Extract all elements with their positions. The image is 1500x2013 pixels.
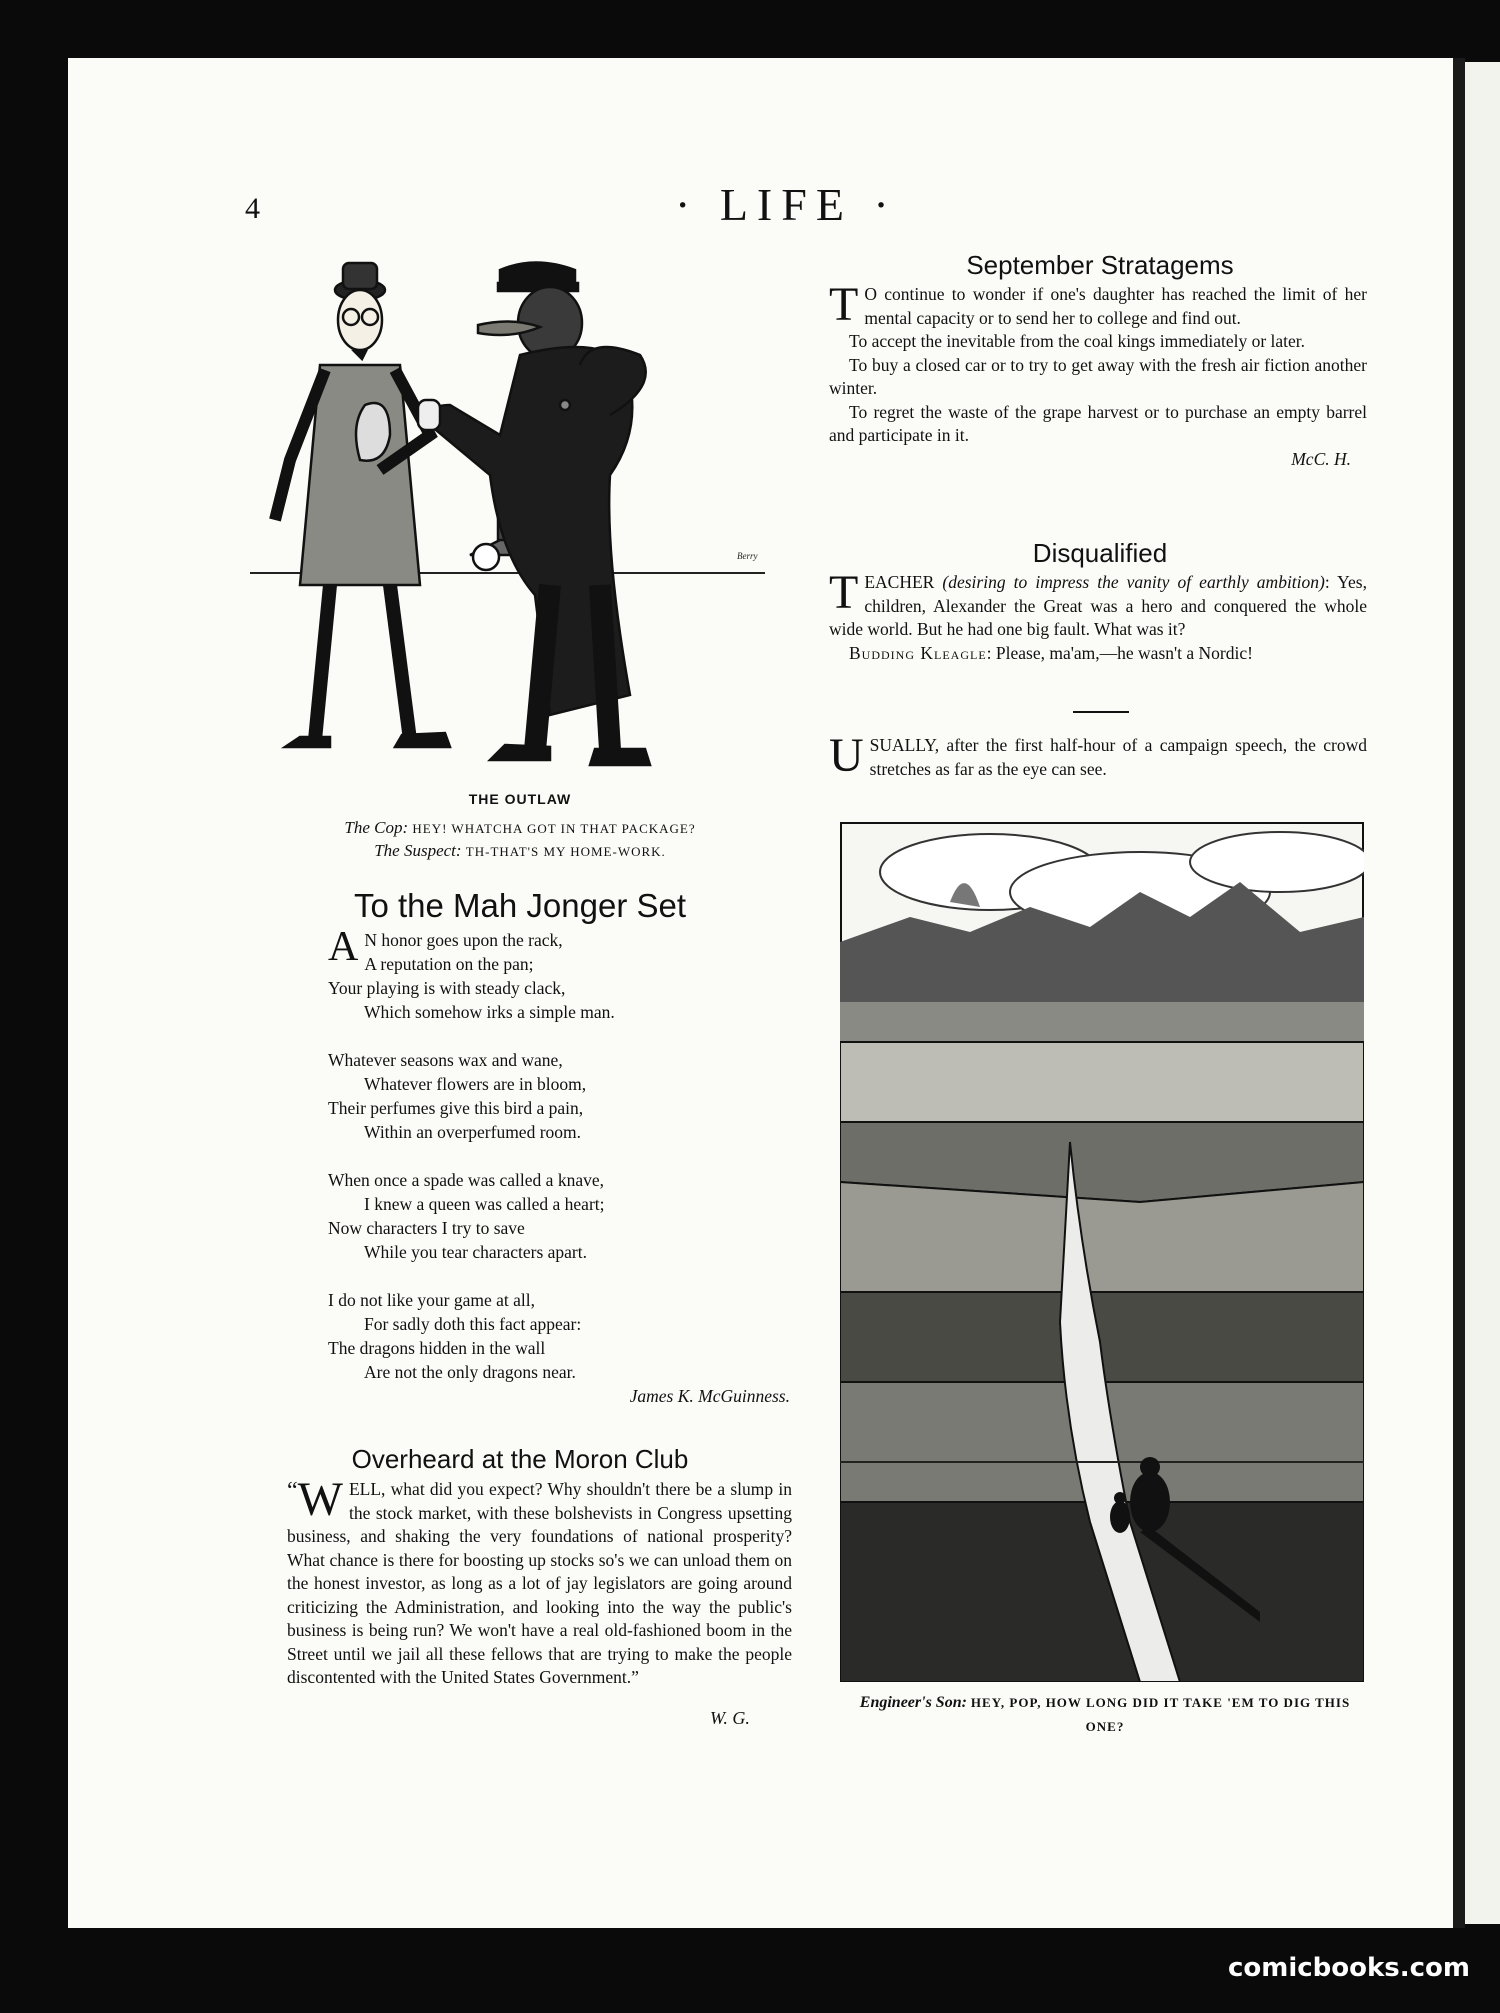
page-number: 4 — [245, 192, 260, 225]
page-spine-shadow — [1453, 58, 1465, 1928]
poem-line: Their perfumes give this bird a pain, — [328, 1098, 584, 1118]
poem-line: Within an overperfumed room. — [364, 1122, 582, 1142]
poem-line: Are not the only dragons near. — [364, 1362, 576, 1382]
outlaw-caption-line2 — [240, 841, 800, 861]
teacher-speaker: EACHER — [864, 572, 935, 592]
mah-jonger-title: To the Mah Jonger Set — [353, 887, 687, 924]
canyon-caption — [840, 1691, 1370, 1739]
poem-line: For sadly doth this fact appear: — [364, 1314, 582, 1334]
disqualified-text — [829, 566, 1367, 665]
poem-line: A reputation on the pan; — [364, 954, 534, 974]
moron-club-title: Overheard at the Moron Club — [351, 1444, 689, 1474]
disqualified-title: Disqualified — [1032, 538, 1168, 568]
suspect-figure — [275, 263, 450, 747]
september-dropcap: T — [829, 278, 859, 331]
suspect-speaker: The Suspect: — [374, 841, 462, 860]
september-title: September Stratagems — [966, 250, 1234, 280]
mah-jonger-poem — [328, 924, 798, 1408]
poem-stanza-2 — [328, 1048, 798, 1144]
kleagle-speaker: Budding Kleagle — [849, 642, 987, 663]
outlaw-cartoon — [250, 255, 790, 775]
open-quote: “ — [287, 1478, 298, 1504]
poem-author: James K. McGuinness. — [629, 1386, 790, 1406]
cop-line: HEY! WHATCHA GOT IN THAT PACKAGE? — [412, 821, 696, 836]
poem-stanza-3 — [328, 1168, 798, 1264]
canyon-strata — [840, 1042, 1364, 1682]
poem-line: Now characters I try to save — [328, 1218, 525, 1238]
poem-dropcap: A — [328, 924, 359, 970]
september-p3: To buy a closed car or to try to get away with the fresh air fiction another winter. — [829, 354, 1367, 398]
poem-line: I knew a queen was called a heart; — [364, 1194, 605, 1214]
outlaw-caption-title: THE OUTLAW — [468, 791, 572, 807]
poem-line: Whatever flowers are in bloom, — [364, 1074, 587, 1094]
poem-line: N honor goes upon the rack, — [364, 930, 563, 950]
stage-direction: (desiring to impress the vanity of earthly ambition) — [942, 572, 1325, 592]
canyon-line: HEY, POP, HOW LONG DID IT TAKE 'EM TO DIG THIS ONE? — [970, 1695, 1351, 1734]
september-p1: O continue to wonder if one's daughter has reached the limit of her mental capacity or to send her to college and find out. — [864, 284, 1367, 328]
poem-line: Whatever seasons wax and wane, — [328, 1050, 563, 1070]
poem-line: When once a spade was called a knave, — [328, 1170, 604, 1190]
moron-author: W. G. — [710, 1708, 750, 1728]
september-p2: To accept the inevitable from the coal kings immediately or later. — [849, 331, 1306, 351]
outlaw-caption-line1 — [240, 818, 800, 838]
cop-speaker: The Cop: — [344, 818, 409, 837]
september-author: McC. H. — [1291, 448, 1351, 469]
disqualified-dropcap: T — [829, 566, 859, 619]
suspect-line: TH-THAT'S MY HOME-WORK. — [465, 844, 666, 859]
canyon-speaker: Engineer's Son: — [859, 1694, 967, 1711]
poem-line: Which somehow irks a simple man. — [364, 1002, 615, 1022]
site-watermark: comicbooks.com — [1227, 1953, 1470, 1983]
usually-dropcap: U — [829, 729, 864, 782]
section-divider — [1073, 711, 1129, 713]
moron-club-text — [287, 1473, 792, 1690]
kleagle-line: : Please, ma'am,—he wasn't a Nordic! — [986, 642, 1253, 663]
poem-stanza-4 — [328, 1288, 798, 1384]
canyon-illustration — [840, 822, 1364, 1682]
poem-stanza-1 — [328, 924, 798, 1024]
september-p4: To regret the waste of the grape harvest or to purchase an empty barrel and participate in it. — [829, 401, 1367, 445]
masthead: · LIFE · — [675, 179, 898, 230]
teacher-line: : Yes, children, Alexander the Great was a hero and conquered the whole wide world. But he had one big fault. What was it? — [829, 572, 1367, 639]
adjacent-page-edge — [1465, 62, 1500, 1924]
moron-body: ELL, what did you expect? Why shouldn't there be a slump in the stock market, with these bolshevists in Congress upsetting business, and shaking the very foundations of national prosperity? What chance is there for boosting up stocks so's we can unload them on the honest investor, as long as a lot of jay legislators are going around criticizing the Administration, and looking into the way the public's business is being run? We won't have a real old-fashioned boom in the Street until we jail all these fellows that are trying to make the people discontented with the United States Government.” — [287, 1479, 792, 1687]
usually-body: SUALLY, after the first half-hour of a campaign speech, the crowd stretches as far as the eye can see. — [869, 735, 1367, 779]
poem-line: I do not like your game at all, — [328, 1290, 536, 1310]
poem-line: While you tear characters apart. — [364, 1242, 587, 1262]
poem-line: Your playing is with steady clack, — [328, 978, 566, 998]
artist-signature: Berry — [737, 551, 758, 561]
usually-text — [829, 729, 1367, 782]
cop-figure — [418, 263, 650, 766]
moron-dropcap: W — [297, 1473, 343, 1526]
distant-plain — [840, 1002, 1364, 1042]
poem-line: The dragons hidden in the wall — [328, 1338, 546, 1358]
september-text — [829, 278, 1367, 471]
